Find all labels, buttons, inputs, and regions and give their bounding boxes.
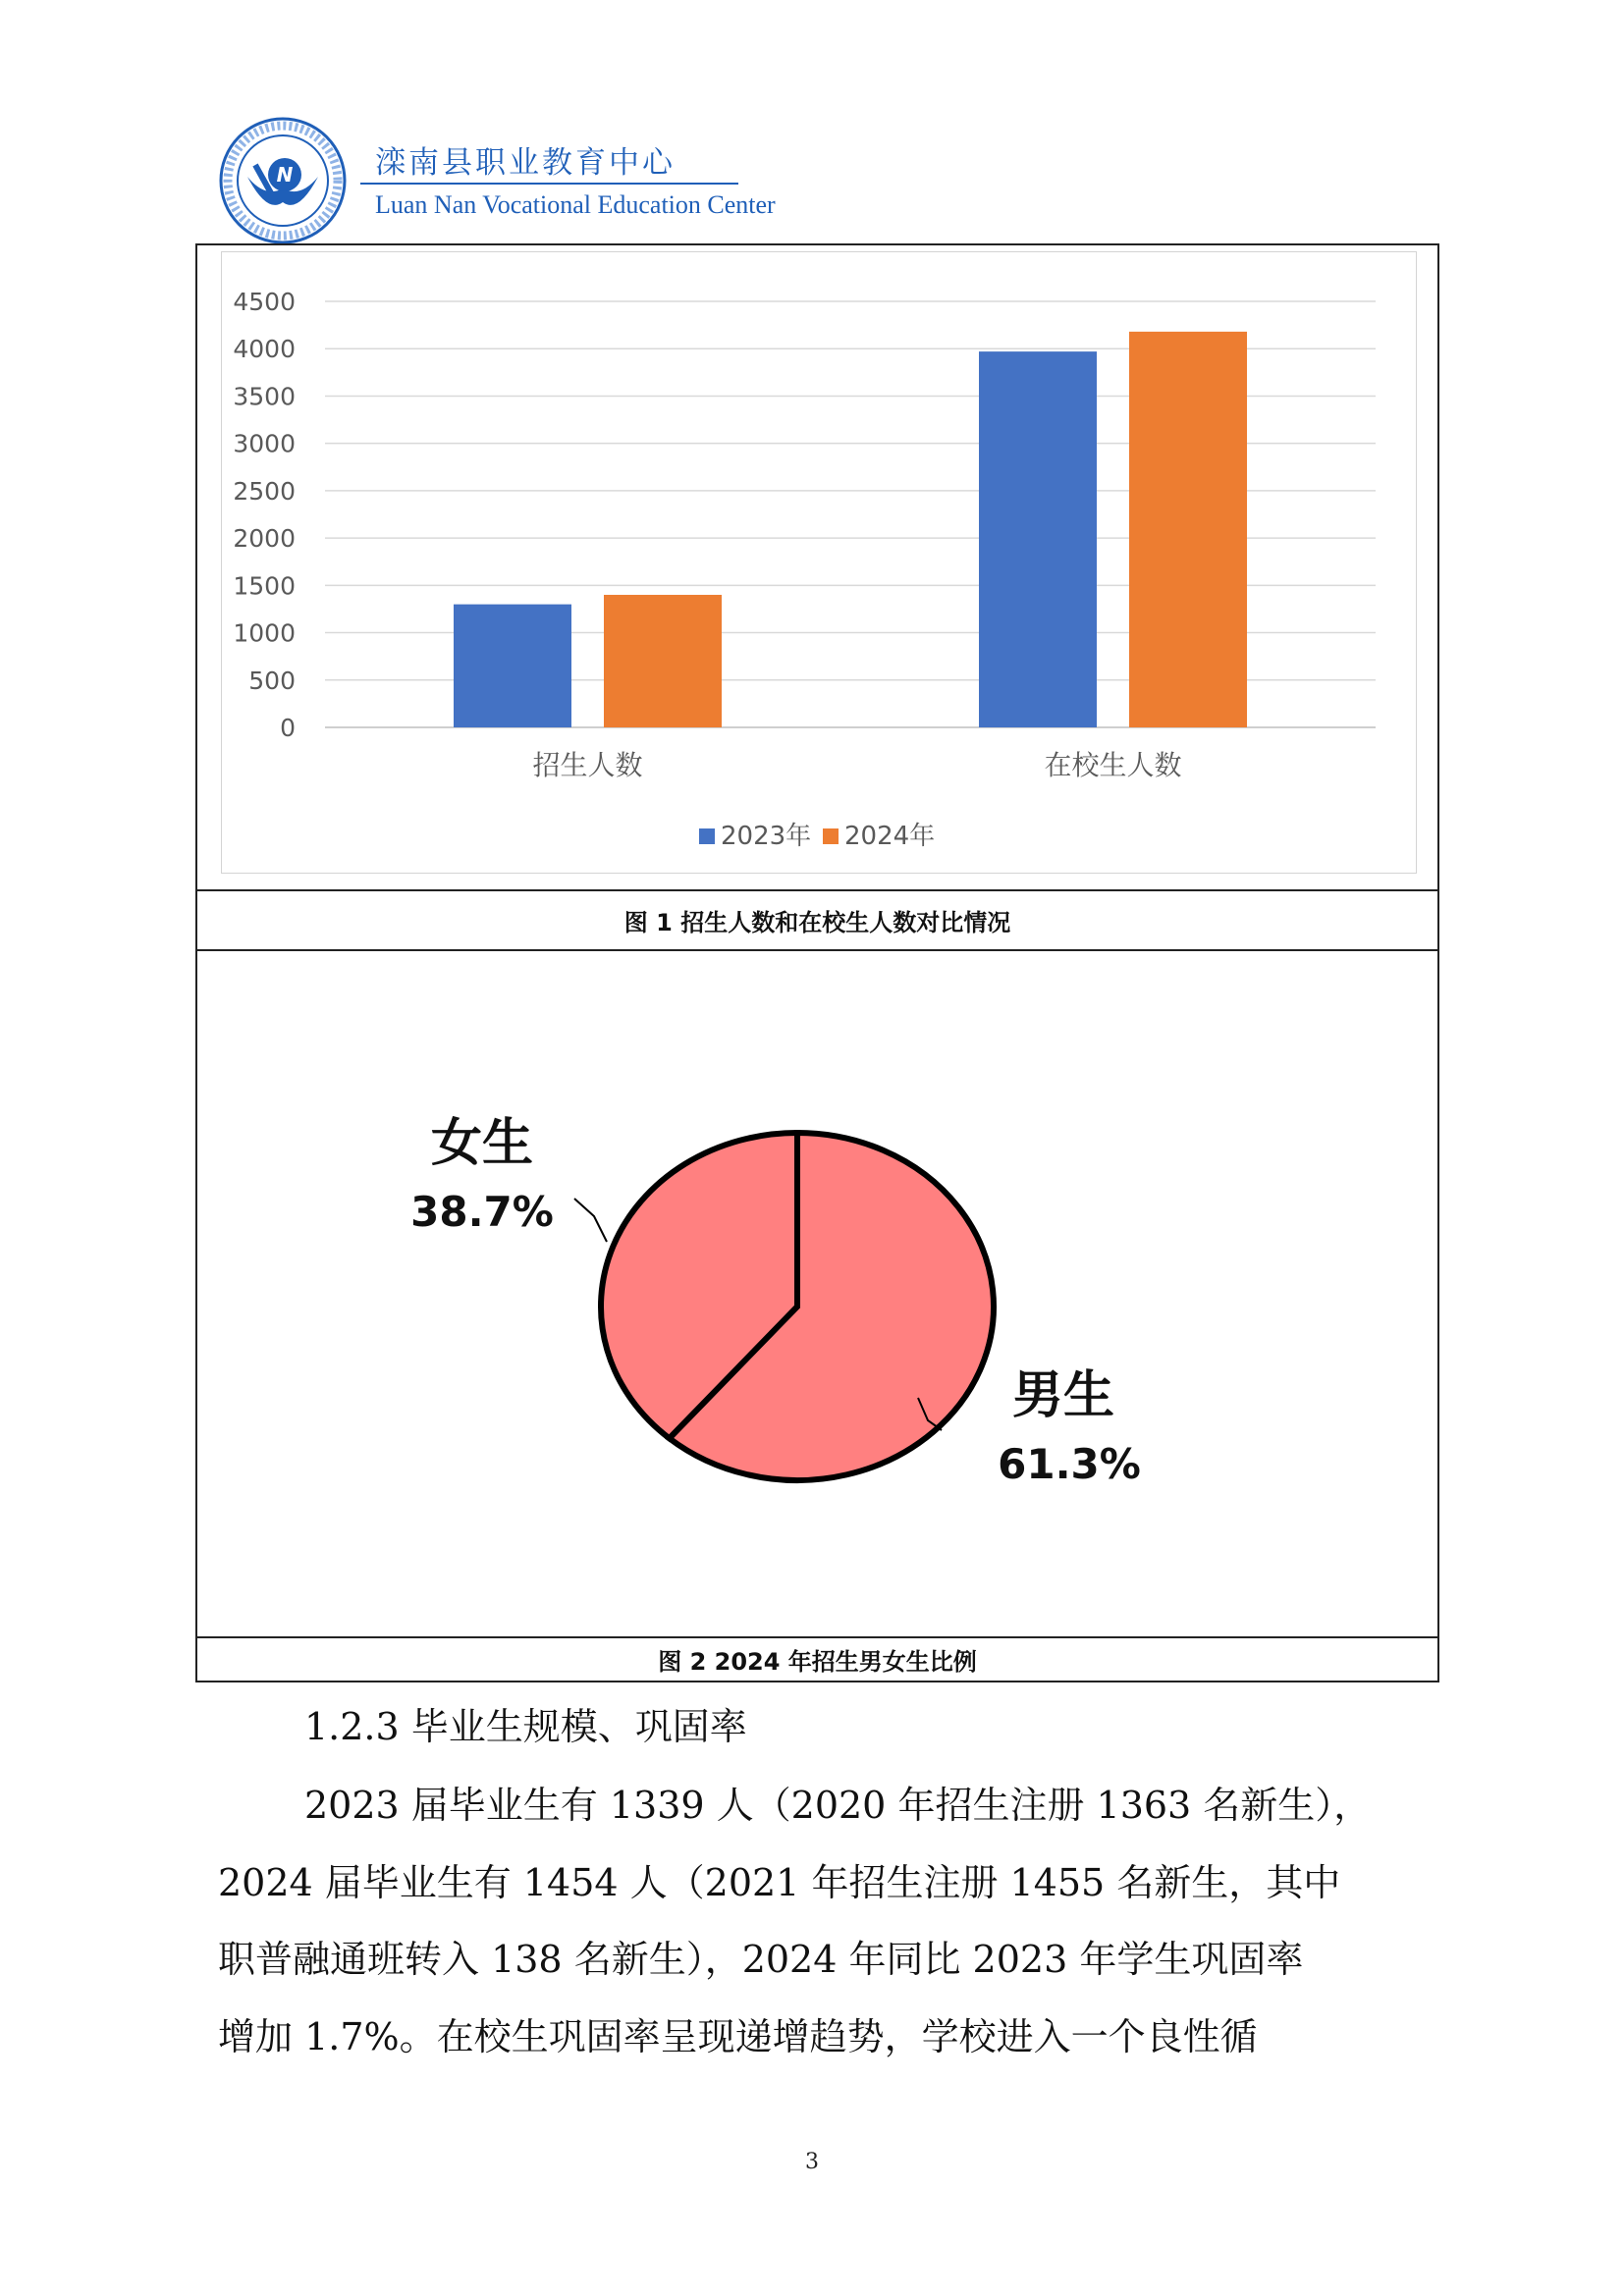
y-tick-label: 4000 xyxy=(233,335,296,364)
bar xyxy=(979,351,1097,727)
figure2-caption: 图 2 2024 年招生男女生比例 xyxy=(195,1636,1439,1682)
figure1-caption: 图 1 招生人数和在校生人数对比情况 xyxy=(195,889,1439,951)
section-heading: 1.2.3 毕业生规模、巩固率 xyxy=(304,1705,747,1748)
bar xyxy=(1129,332,1247,727)
figure2-box xyxy=(195,949,1439,1638)
svg-text:N: N xyxy=(276,163,294,187)
figure1-box xyxy=(195,243,1439,891)
org-name-cn: 滦南县职业教育中心 xyxy=(375,145,676,181)
y-tick-label: 1000 xyxy=(233,618,296,648)
school-logo xyxy=(218,116,348,245)
pie-label-name: 男生 xyxy=(1011,1366,1115,1425)
y-tick-label: 4500 xyxy=(233,288,296,316)
pie-label-value: 61.3% xyxy=(998,1440,1141,1488)
bar xyxy=(604,595,722,727)
legend-swatch xyxy=(699,828,715,844)
y-tick-label: 0 xyxy=(280,714,296,742)
pie-label-name: 女生 xyxy=(430,1114,534,1173)
x-category-label: 招生人数 xyxy=(532,749,643,781)
paragraph-line: 2023 届毕业生有 1339 人（2020 年招生注册 1363 名新生）， xyxy=(304,1784,1372,1827)
page-number: 3 xyxy=(805,2150,819,2174)
header-rule xyxy=(360,183,738,185)
leader-line xyxy=(574,1199,607,1242)
paragraph-line: 增加 1.7%。在校生巩固率呈现递增趋势，学校进入一个良性循 xyxy=(218,2015,1258,2058)
y-tick-label: 3500 xyxy=(233,382,296,411)
legend-swatch xyxy=(823,828,839,844)
y-tick-label: 2500 xyxy=(233,476,296,506)
pie-label-value: 38.7% xyxy=(410,1188,554,1236)
header xyxy=(218,116,776,248)
y-tick-label: 3000 xyxy=(233,429,296,458)
paragraph-line: 职普融通班转入 138 名新生），2024 年同比 2023 年学生巩固率 xyxy=(218,1938,1304,1981)
pie-chart xyxy=(197,951,1437,1636)
bar xyxy=(454,605,571,727)
y-tick-label: 2000 xyxy=(233,524,296,554)
x-category-label: 在校生人数 xyxy=(1044,749,1182,781)
y-tick-label: 1500 xyxy=(233,571,296,601)
paragraph-line: 2024 届毕业生有 1454 人（2021 年招生注册 1455 名新生，其中 xyxy=(218,1861,1341,1904)
bar-chart-area xyxy=(221,251,1417,874)
y-tick-label: 500 xyxy=(248,666,296,695)
bar-chart xyxy=(222,252,1416,873)
legend-label: 2023年 xyxy=(721,822,812,851)
legend-label: 2024年 xyxy=(844,822,936,851)
org-name-en: Luan Nan Vocational Education Center xyxy=(375,190,776,219)
